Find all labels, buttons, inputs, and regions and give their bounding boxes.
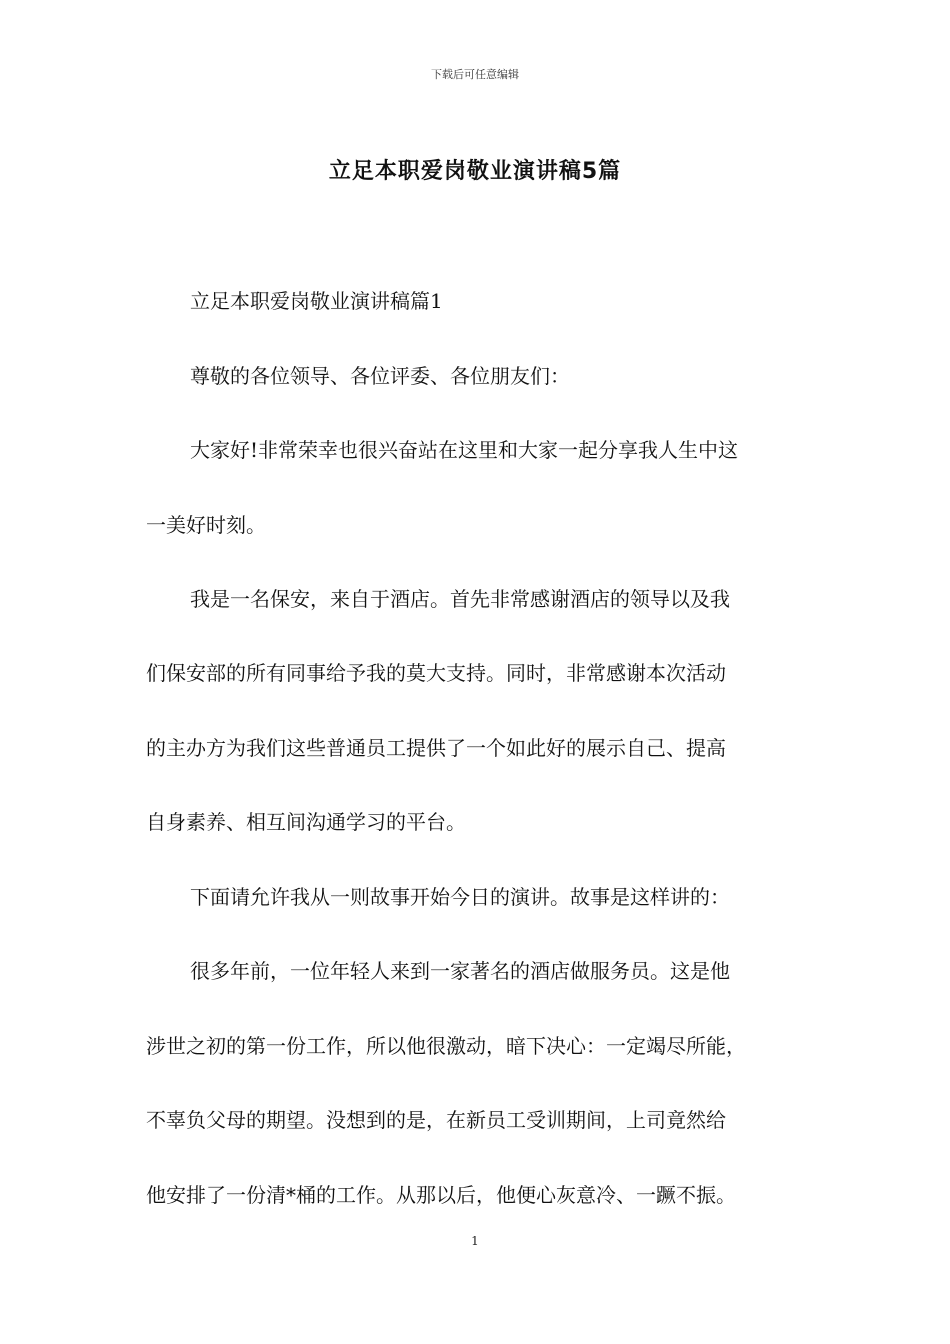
- paragraph-line: 的主办方为我们这些普通员工提供了一个如此好的展示自己、提高: [146, 736, 726, 760]
- paragraph-line: 不辜负父母的期望。没想到的是，在新员工受训期间，上司竟然给: [146, 1108, 726, 1132]
- paragraph-line: 他安排了一份清*桶的工作。从那以后，他便心灰意冷、一蹶不振。: [146, 1183, 736, 1207]
- salutation: 尊敬的各位领导、各位评委、各位朋友们：: [190, 364, 570, 388]
- paragraph-line: 自身素养、相互间沟通学习的平台。: [146, 810, 466, 834]
- paragraph-line: 下面请允许我从一则故事开始今日的演讲。故事是这样讲的：: [190, 885, 730, 909]
- page-number: 1: [471, 1234, 479, 1248]
- paragraph-line: 涉世之初的第一份工作，所以他很激动，暗下决心：一定竭尽所能，: [146, 1034, 746, 1058]
- paragraph-line: 们保安部的所有同事给予我的莫大支持。同时，非常感谢本次活动: [146, 661, 726, 685]
- paragraph-line: 一美好时刻。: [146, 513, 266, 537]
- paragraph-line: 大家好!非常荣幸也很兴奋站在这里和大家一起分享我人生中这: [190, 438, 739, 462]
- paragraph-line: 我是一名保安，来自于酒店。首先非常感谢酒店的领导以及我: [190, 587, 730, 611]
- header-note: 下载后可任意编辑: [431, 68, 519, 81]
- section-heading: 立足本职爱岗敬业演讲稿篇1: [190, 289, 443, 313]
- document-title: 立足本职爱岗敬业演讲稿5篇: [328, 159, 622, 184]
- paragraph-line: 很多年前，一位年轻人来到一家著名的酒店做服务员。这是他: [190, 959, 730, 983]
